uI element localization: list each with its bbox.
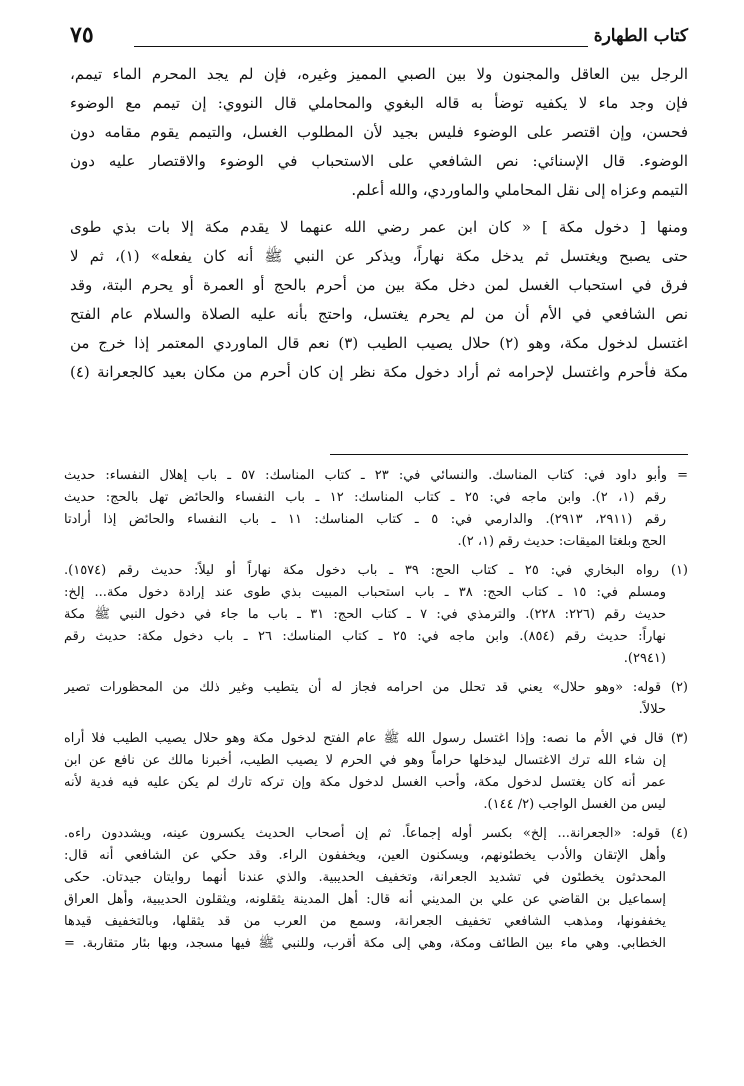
text-line: حتى يصبح ويغتسل ثم يدخل مكة نهاراً، ويذكر عن النبي ﷺ أنه كان يفعله» (١)، ثم لا (70, 247, 688, 265)
footnote-line: نهاراً: حديث رقم (٨٥٤). وابن ماجه في: ٢٥ ـ كتاب المناسك: ٢٦ ـ باب دخول مكة: حديث رقم (64, 629, 666, 644)
footnote-line: يخففونها، ومذهب الشافعي تخفيف الجعرانة، وسمع من العرب من قد يثقلها، وبالتخفيف قيدها (64, 914, 666, 929)
footnote-line: (٢) قوله: «وهو حلال» يعني قد تحلل من احرامه فجاز له أن يتطيب وغير ذلك من المحظورات تصير (64, 680, 688, 695)
footnote-2 (64, 677, 688, 721)
text-line: فحسن، وإن اقتصر على الوضوء فليس بجيد لأن المطلوب الغسل، والتيمم يقوم مقامه دون (70, 123, 688, 141)
footnote-separator (330, 454, 688, 455)
footnote-line: إن شاء الله ترك الاغتسال ليدخلها حراماً وهو في الحرم لا يصيب الطيب، أخبرنا مالك عن نافع عن ابن (64, 753, 666, 768)
footnote-1 (64, 560, 688, 670)
footnote-line: (١) رواه البخاري في: ٢٥ ـ كتاب الحج: ٣٩ ـ باب دخول مكة نهاراً أو ليلاً: حديث رقم (١٥٧٤). (64, 563, 688, 578)
page-number: ٧٥ (70, 22, 94, 48)
footnote-line: المحدثون يخطئون في تشديد الجعرانة، وتخفيف الحديبية. والذي عندنا أنهما روايتان جيدتان. حكى (64, 870, 666, 885)
text-line: ومنها [ دخول مكة ] « كان ابن عمر رضي الله عنهما لا يقدم مكة إلا بات بذي طوى (70, 218, 688, 236)
footnote-line: ليس من الغسل الواجب (٢/ ١٤٤). (483, 797, 666, 812)
footnotes (64, 465, 688, 955)
text-line: الوضوء. قال الإسنائي: نص الشافعي على الاستحباب في الوضوء والاقتصار عليه دون (70, 152, 688, 170)
footnote-line: = وأبو داود في: كتاب المناسك. والنسائي في: ٢٣ ـ كتاب المناسك: ٥٧ ـ باب إهلال النفساء: حديث (64, 468, 688, 483)
footnote-line: عمر أنه كان يغتسل لدخول مكة، وأحب الغسل لدخول مكة وإن تركه تارك لم يكن عليه فيه فدية لأنه (64, 775, 666, 790)
footnote-line: حلالاً. (638, 702, 666, 717)
header-rule (134, 46, 588, 47)
footnote-line: رقم (٢٩١١، ٢٩١٣). والدارمي في: ٥ ـ كتاب المناسك: ١١ ـ باب النفساء والحائض إذا أرادتا (64, 512, 666, 527)
text-line: نص الشافعي في الأم أن من لم يحرم يغتسل، واحتج بأنه عليه الصلاة والسلام عام الفتح (70, 305, 688, 323)
footnote-line: حديث رقم (٢٢٦: ٢٢٨). والترمذي في: ٧ ـ كتاب الحج: ٣١ ـ باب ما جاء في دخول النبي ﷺ مكة (64, 607, 666, 622)
text-line: الرجل بين العاقل والمجنون ولا بين الصبي المميز وغيره، فإن لم يجد المحرم الماء تيمم، (70, 65, 688, 83)
chapter-title: كتاب الطهارة (593, 26, 688, 46)
footnote-line: (٤) قوله: «الجعرانة... إلخ» بكسر أوله إجماعاً. ثم إن أصحاب الحديث يكسرون عينه، ويشددون راءه. (64, 826, 688, 841)
text-line: فإن وجد ماء لا يكفيه توضأ به قاله البغوي والمحاملي قال النووي: إن تيمم مع الوضوء (70, 94, 688, 112)
footnote-line: (٣) قال في الأم ما نصه: وإذا اغتسل رسول الله ﷺ عام الفتح لدخول مكة وهو حلال يصيب الطيب فلا أراه (64, 731, 688, 746)
footnote-line: الخطابي. وهي ماء بين الطائف ومكة، وهي إلى مكة أقرب، وللنبي ﷺ فيها مسجد، وبها بئار متقاربة. = (64, 936, 666, 951)
footnote-line: إسماعيل بن القاضي عن علي بن المديني أنه قال: أهل المدينة يثقلونه، ويثقلون الحديبية، وأهل العراق (64, 892, 666, 907)
footnote-4 (64, 823, 688, 955)
text-line: التيمم وعزاه إلى نقل المحاملي والماوردي، والله أعلم. (351, 181, 688, 199)
footnote-line: (٢٩٤١). (623, 651, 666, 666)
footnote-3 (64, 728, 688, 816)
footnote-continued (64, 465, 688, 553)
page-header (70, 22, 688, 52)
text-line: فرق في استحباب الغسل لمن دخل مكة بين من أحرم بالحج أو العمرة أو يحرم البتة، وقد (70, 276, 688, 294)
text-line: مكة فأحرم واغتسل لإحرامه ثم أراد دخول مكة نظر إن كان أحرم من مكان بعيد كالجعرانة (٤) (70, 363, 688, 381)
footnote-line: الحج وبلغتا الميقات: حديث رقم (١، ٢). (457, 534, 666, 549)
footnote-line: رقم (١، ٢). وابن ماجه في: ٢٥ ـ كتاب المناسك: ١٢ ـ باب النفساء والحائض تهل بالحج: حديث (64, 490, 667, 505)
footnote-line: ومسلم في: ١٥ ـ كتاب الحج: ٣٨ ـ باب استحباب المبيت بذي طوى عند إرادة دخول مكة... إلخ: (64, 585, 666, 600)
footnote-line: وأهل الإتقان والأدب يخطئونهم، ويسكنون العين، ويخففون الراء. وقد حكي عن الشافعي أنه قال: (64, 848, 666, 863)
text-line: اغتسل لدخول مكة، وهو (٢) حلال يصيب الطيب (٣) نعم قال الماوردي المعتمر إذا خرج من (70, 334, 688, 352)
main-text (70, 60, 688, 387)
